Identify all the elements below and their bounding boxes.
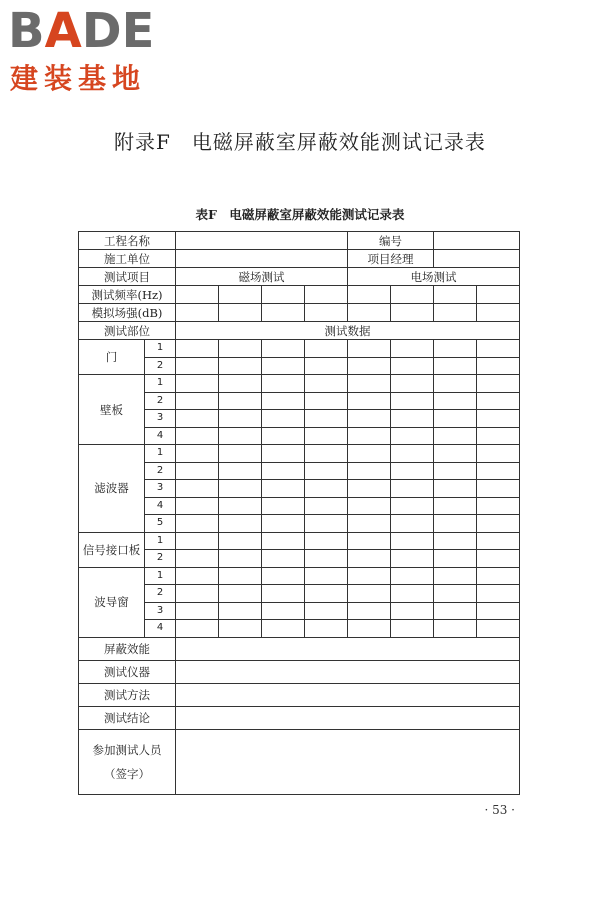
project-name-label: 工程名称 bbox=[79, 232, 176, 250]
data-cell[interactable] bbox=[391, 532, 434, 550]
field-strength-cell[interactable] bbox=[391, 304, 434, 322]
shielding-row bbox=[79, 637, 520, 660]
data-cell[interactable] bbox=[219, 340, 262, 358]
location-row bbox=[79, 462, 520, 480]
data-cell[interactable] bbox=[176, 357, 219, 375]
location-row bbox=[79, 497, 520, 515]
location-row-number: 3 bbox=[145, 480, 176, 498]
field-strength-cell[interactable] bbox=[262, 304, 305, 322]
frequency-cell[interactable] bbox=[477, 286, 520, 304]
location-group-label: 波导窗 bbox=[79, 567, 145, 637]
frequency-cell[interactable] bbox=[348, 286, 391, 304]
data-cell[interactable] bbox=[262, 567, 305, 585]
data-cell[interactable] bbox=[262, 340, 305, 358]
data-cell[interactable] bbox=[176, 620, 219, 638]
project-name-field[interactable] bbox=[176, 232, 348, 250]
serial-field[interactable] bbox=[434, 232, 520, 250]
location-row-number: 2 bbox=[145, 550, 176, 568]
data-cell[interactable] bbox=[262, 357, 305, 375]
data-cell[interactable] bbox=[434, 480, 477, 498]
data-cell[interactable] bbox=[348, 340, 391, 358]
field-strength-cell[interactable] bbox=[348, 304, 391, 322]
location-row-number: 1 bbox=[145, 340, 176, 358]
data-cell[interactable] bbox=[348, 480, 391, 498]
data-cell[interactable] bbox=[391, 602, 434, 620]
contractor-label: 施工单位 bbox=[79, 250, 176, 268]
test-location-row bbox=[79, 322, 520, 340]
page-number: · 53 · bbox=[484, 803, 515, 817]
data-cell[interactable] bbox=[477, 462, 520, 480]
data-cell[interactable] bbox=[305, 585, 348, 603]
data-cell[interactable] bbox=[305, 620, 348, 638]
data-cell[interactable] bbox=[305, 427, 348, 445]
data-cell[interactable] bbox=[176, 410, 219, 428]
data-cell[interactable] bbox=[391, 392, 434, 410]
data-cell[interactable] bbox=[262, 392, 305, 410]
data-cell[interactable] bbox=[176, 392, 219, 410]
table-caption: 表F 电磁屏蔽室屏蔽效能测试记录表 bbox=[195, 207, 405, 222]
data-cell[interactable] bbox=[219, 602, 262, 620]
data-cell[interactable] bbox=[348, 567, 391, 585]
location-row bbox=[79, 602, 520, 620]
data-cell[interactable] bbox=[391, 550, 434, 568]
method-field[interactable] bbox=[176, 683, 520, 706]
data-cell[interactable] bbox=[262, 550, 305, 568]
data-cell[interactable] bbox=[477, 550, 520, 568]
location-row bbox=[79, 567, 520, 585]
data-cell[interactable] bbox=[391, 357, 434, 375]
instrument-row bbox=[79, 660, 520, 683]
frequency-cell[interactable] bbox=[219, 286, 262, 304]
data-cell[interactable] bbox=[348, 497, 391, 515]
location-row bbox=[79, 515, 520, 533]
data-cell[interactable] bbox=[477, 392, 520, 410]
data-cell[interactable] bbox=[434, 445, 477, 463]
data-cell[interactable] bbox=[262, 497, 305, 515]
logo-brand-right: DE bbox=[81, 3, 155, 59]
field-strength-cell[interactable] bbox=[434, 304, 477, 322]
data-cell[interactable] bbox=[434, 620, 477, 638]
data-cell[interactable] bbox=[262, 480, 305, 498]
data-cell[interactable] bbox=[305, 445, 348, 463]
data-cell[interactable] bbox=[477, 532, 520, 550]
data-cell[interactable] bbox=[434, 567, 477, 585]
logo-subtitle: 建装基地 bbox=[10, 62, 147, 95]
contractor-row bbox=[79, 250, 520, 268]
location-group-label: 信号接口板 bbox=[79, 532, 145, 567]
location-group-label: 滤波器 bbox=[79, 445, 145, 533]
data-cell[interactable] bbox=[477, 567, 520, 585]
location-row-number: 2 bbox=[145, 585, 176, 603]
data-cell[interactable] bbox=[348, 392, 391, 410]
location-group-label: 门 bbox=[79, 340, 145, 375]
shielding-label: 屏蔽效能 bbox=[79, 637, 176, 660]
bade-logo bbox=[8, 3, 178, 96]
data-cell[interactable] bbox=[305, 602, 348, 620]
data-cell[interactable] bbox=[219, 462, 262, 480]
field-strength-cell[interactable] bbox=[176, 304, 219, 322]
data-cell[interactable] bbox=[176, 550, 219, 568]
electric-test-header: 电场测试 bbox=[348, 268, 520, 286]
data-cell[interactable] bbox=[391, 567, 434, 585]
location-row bbox=[79, 340, 520, 358]
data-cell[interactable] bbox=[219, 532, 262, 550]
data-cell[interactable] bbox=[176, 532, 219, 550]
data-cell[interactable] bbox=[305, 340, 348, 358]
serial-label: 编号 bbox=[348, 232, 434, 250]
data-cell[interactable] bbox=[391, 375, 434, 393]
project-row bbox=[79, 232, 520, 250]
data-cell[interactable] bbox=[305, 480, 348, 498]
frequency-cell[interactable] bbox=[176, 286, 219, 304]
data-cell[interactable] bbox=[477, 445, 520, 463]
location-row-number: 2 bbox=[145, 462, 176, 480]
appendix-title: 附录F 电磁屏蔽室屏蔽效能测试记录表 bbox=[114, 130, 486, 154]
data-cell[interactable] bbox=[176, 497, 219, 515]
data-cell[interactable] bbox=[219, 620, 262, 638]
data-cell[interactable] bbox=[219, 392, 262, 410]
data-cell[interactable] bbox=[305, 375, 348, 393]
participants-row bbox=[79, 729, 520, 794]
data-cell[interactable] bbox=[434, 375, 477, 393]
data-cell[interactable] bbox=[262, 375, 305, 393]
data-cell[interactable] bbox=[219, 410, 262, 428]
data-cell[interactable] bbox=[477, 410, 520, 428]
data-cell[interactable] bbox=[176, 585, 219, 603]
data-cell[interactable] bbox=[434, 357, 477, 375]
location-row-number: 1 bbox=[145, 532, 176, 550]
data-cell[interactable] bbox=[262, 532, 305, 550]
participants-cell bbox=[79, 729, 176, 794]
location-row-number: 5 bbox=[145, 515, 176, 533]
location-row bbox=[79, 550, 520, 568]
data-cell[interactable] bbox=[434, 340, 477, 358]
data-cell[interactable] bbox=[348, 462, 391, 480]
data-cell[interactable] bbox=[305, 567, 348, 585]
data-cell[interactable] bbox=[391, 340, 434, 358]
data-cell[interactable] bbox=[262, 620, 305, 638]
data-cell[interactable] bbox=[262, 585, 305, 603]
frequency-cell[interactable] bbox=[305, 286, 348, 304]
data-cell[interactable] bbox=[391, 445, 434, 463]
location-row bbox=[79, 357, 520, 375]
location-row-number: 1 bbox=[145, 567, 176, 585]
location-row-number: 1 bbox=[145, 445, 176, 463]
data-cell[interactable] bbox=[262, 515, 305, 533]
data-cell[interactable] bbox=[434, 462, 477, 480]
data-cell[interactable] bbox=[219, 480, 262, 498]
field-strength-cell[interactable] bbox=[305, 304, 348, 322]
shielding-field[interactable] bbox=[176, 637, 520, 660]
location-row-number: 2 bbox=[145, 357, 176, 375]
data-cell[interactable] bbox=[219, 585, 262, 603]
data-cell[interactable] bbox=[477, 340, 520, 358]
data-cell[interactable] bbox=[477, 585, 520, 603]
data-cell[interactable] bbox=[477, 427, 520, 445]
manager-label: 项目经理 bbox=[348, 250, 434, 268]
data-cell[interactable] bbox=[477, 497, 520, 515]
data-cell[interactable] bbox=[176, 462, 219, 480]
frequency-cell[interactable] bbox=[391, 286, 434, 304]
data-cell[interactable] bbox=[219, 357, 262, 375]
field-strength-row bbox=[79, 304, 520, 322]
data-cell[interactable] bbox=[434, 497, 477, 515]
data-cell[interactable] bbox=[348, 445, 391, 463]
instrument-label: 测试仪器 bbox=[79, 660, 176, 683]
data-cell[interactable] bbox=[391, 410, 434, 428]
data-cell[interactable] bbox=[262, 445, 305, 463]
data-cell[interactable] bbox=[434, 427, 477, 445]
data-cell[interactable] bbox=[176, 602, 219, 620]
participants-label: 参加测试人员 bbox=[92, 742, 162, 757]
data-cell[interactable] bbox=[434, 515, 477, 533]
data-cell[interactable] bbox=[305, 550, 348, 568]
test-location-label: 测试部位 bbox=[79, 322, 176, 340]
data-cell[interactable] bbox=[219, 497, 262, 515]
location-row bbox=[79, 620, 520, 638]
data-cell[interactable] bbox=[348, 515, 391, 533]
location-row bbox=[79, 427, 520, 445]
data-cell[interactable] bbox=[176, 427, 219, 445]
test-item-row bbox=[79, 268, 520, 286]
data-cell[interactable] bbox=[434, 532, 477, 550]
frequency-label: 测试频率(Hz) bbox=[79, 286, 176, 304]
instrument-field[interactable] bbox=[176, 660, 520, 683]
data-cell[interactable] bbox=[477, 357, 520, 375]
location-row-number: 4 bbox=[145, 427, 176, 445]
data-cell[interactable] bbox=[391, 585, 434, 603]
data-cell[interactable] bbox=[391, 620, 434, 638]
conclusion-label: 测试结论 bbox=[79, 706, 176, 729]
location-row-number: 3 bbox=[145, 410, 176, 428]
manager-field[interactable] bbox=[434, 250, 520, 268]
data-cell[interactable] bbox=[262, 410, 305, 428]
data-cell[interactable] bbox=[434, 410, 477, 428]
data-cell[interactable] bbox=[477, 620, 520, 638]
data-cell[interactable] bbox=[176, 567, 219, 585]
data-cell[interactable] bbox=[305, 357, 348, 375]
data-cell[interactable] bbox=[305, 410, 348, 428]
data-cell[interactable] bbox=[176, 375, 219, 393]
field-strength-label: 模拟场强(dB) bbox=[79, 304, 176, 322]
location-row-number: 4 bbox=[145, 497, 176, 515]
data-cell[interactable] bbox=[262, 427, 305, 445]
data-cell[interactable] bbox=[391, 480, 434, 498]
location-row-number: 3 bbox=[145, 602, 176, 620]
location-row bbox=[79, 410, 520, 428]
data-cell[interactable] bbox=[348, 602, 391, 620]
location-row bbox=[79, 480, 520, 498]
location-row bbox=[79, 392, 520, 410]
data-cell[interactable] bbox=[477, 515, 520, 533]
test-record-form bbox=[78, 231, 520, 795]
logo-brand bbox=[8, 3, 178, 59]
data-cell[interactable] bbox=[305, 462, 348, 480]
logo-brand-mark: A bbox=[44, 3, 82, 59]
test-item-label: 测试项目 bbox=[79, 268, 176, 286]
data-cell[interactable] bbox=[391, 427, 434, 445]
conclusion-row bbox=[79, 706, 520, 729]
frequency-cell[interactable] bbox=[434, 286, 477, 304]
signature-label: （签字） bbox=[104, 766, 150, 781]
data-cell[interactable] bbox=[391, 497, 434, 515]
data-cell[interactable] bbox=[434, 392, 477, 410]
data-cell[interactable] bbox=[391, 462, 434, 480]
data-cell[interactable] bbox=[348, 585, 391, 603]
frequency-cell[interactable] bbox=[262, 286, 305, 304]
frequency-row bbox=[79, 286, 520, 304]
location-row bbox=[79, 375, 520, 393]
location-row bbox=[79, 445, 520, 463]
data-cell[interactable] bbox=[176, 340, 219, 358]
location-row bbox=[79, 585, 520, 603]
data-cell[interactable] bbox=[176, 515, 219, 533]
data-cell[interactable] bbox=[477, 375, 520, 393]
field-strength-cell[interactable] bbox=[477, 304, 520, 322]
data-cell[interactable] bbox=[262, 602, 305, 620]
data-cell[interactable] bbox=[348, 427, 391, 445]
data-cell[interactable] bbox=[348, 550, 391, 568]
data-cell[interactable] bbox=[391, 515, 434, 533]
data-cell[interactable] bbox=[348, 357, 391, 375]
data-cell[interactable] bbox=[477, 480, 520, 498]
data-cell[interactable] bbox=[434, 550, 477, 568]
data-cell[interactable] bbox=[305, 515, 348, 533]
conclusion-field[interactable] bbox=[176, 706, 520, 729]
location-group-label: 壁板 bbox=[79, 375, 145, 445]
method-label: 测试方法 bbox=[79, 683, 176, 706]
data-cell[interactable] bbox=[219, 445, 262, 463]
data-cell[interactable] bbox=[219, 550, 262, 568]
data-cell[interactable] bbox=[219, 375, 262, 393]
data-cell[interactable] bbox=[305, 497, 348, 515]
data-cell[interactable] bbox=[305, 392, 348, 410]
data-cell[interactable] bbox=[219, 427, 262, 445]
data-cell[interactable] bbox=[348, 620, 391, 638]
test-data-header: 测试数据 bbox=[176, 322, 520, 340]
logo-brand-left: B bbox=[8, 3, 45, 59]
location-row bbox=[79, 532, 520, 550]
data-cell[interactable] bbox=[434, 602, 477, 620]
data-cell[interactable] bbox=[434, 585, 477, 603]
data-cell[interactable] bbox=[305, 532, 348, 550]
data-cell[interactable] bbox=[176, 480, 219, 498]
data-cell[interactable] bbox=[219, 567, 262, 585]
data-cell[interactable] bbox=[348, 532, 391, 550]
data-cell[interactable] bbox=[262, 462, 305, 480]
field-strength-cell[interactable] bbox=[219, 304, 262, 322]
data-cell[interactable] bbox=[477, 602, 520, 620]
location-row-number: 1 bbox=[145, 375, 176, 393]
method-row bbox=[79, 683, 520, 706]
location-row-number: 2 bbox=[145, 392, 176, 410]
data-cell[interactable] bbox=[348, 375, 391, 393]
location-row-number: 4 bbox=[145, 620, 176, 638]
data-cell[interactable] bbox=[219, 515, 262, 533]
data-cell[interactable] bbox=[176, 445, 219, 463]
data-cell[interactable] bbox=[348, 410, 391, 428]
magnetic-test-header: 磁场测试 bbox=[176, 268, 348, 286]
contractor-field[interactable] bbox=[176, 250, 348, 268]
participants-signature-field[interactable] bbox=[176, 729, 520, 794]
